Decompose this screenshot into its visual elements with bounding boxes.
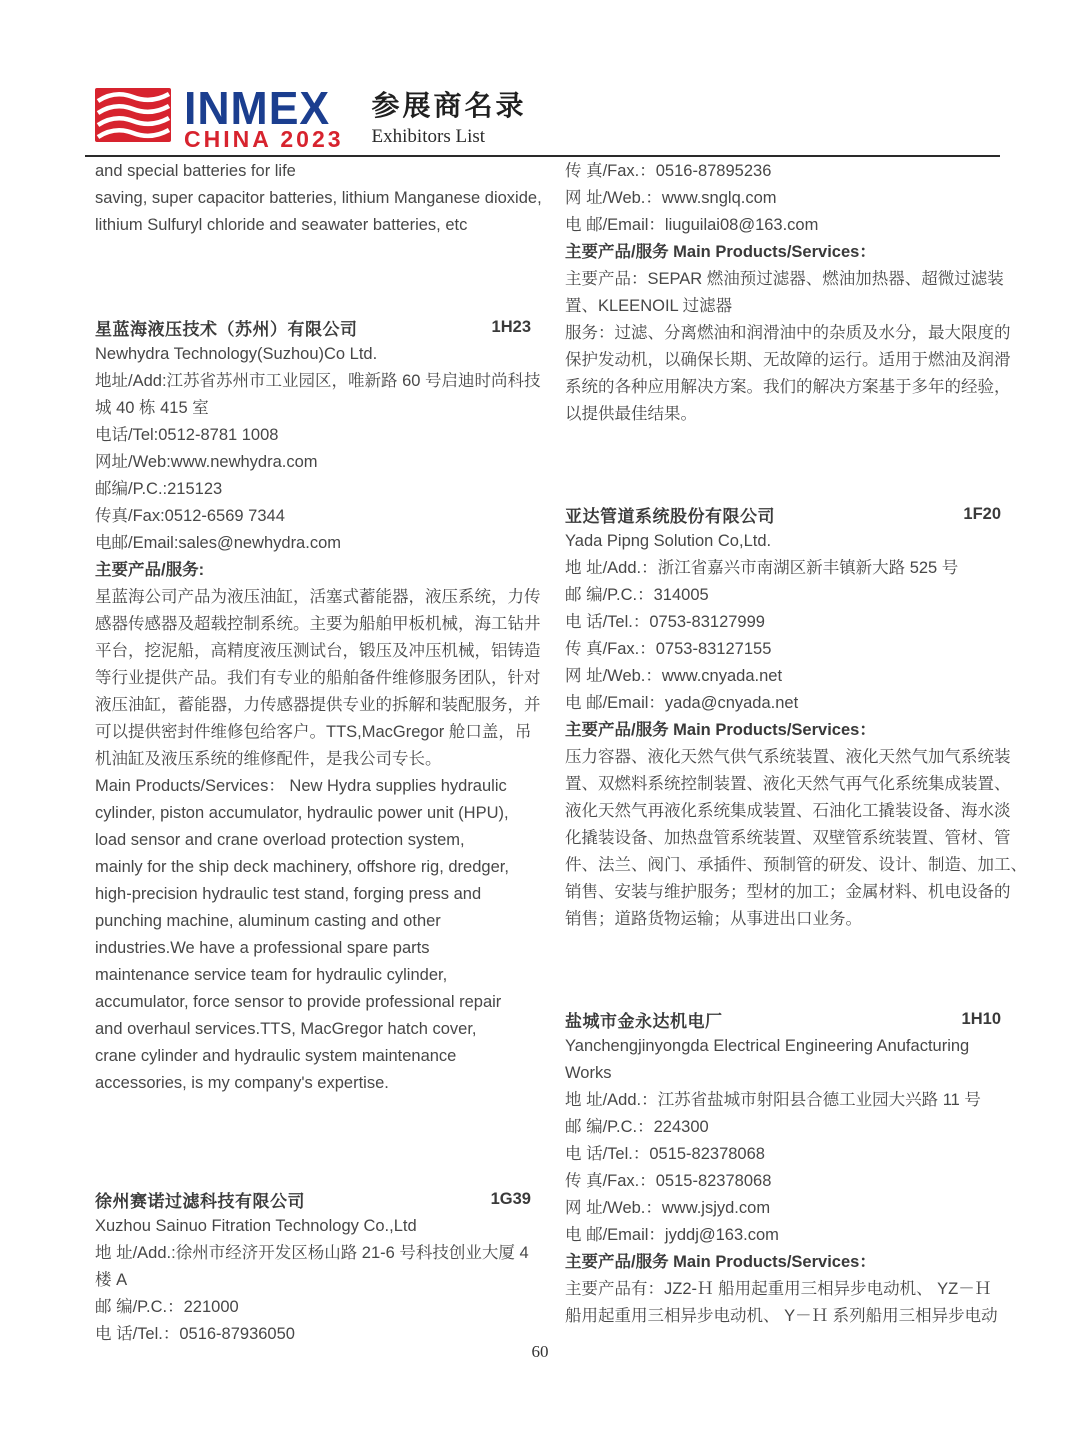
text-line: 机油缸及液压系统的维修配件，是我公司专长。 <box>95 750 442 768</box>
page-header <box>95 82 527 152</box>
text-line: 电 邮/Email：yada@cnyada.net <box>565 694 799 712</box>
text-line: 电 邮/Email：jyddj@163.com <box>565 1226 779 1244</box>
text-line: 楼 A <box>95 1271 128 1289</box>
text-line: 平台，挖泥船，高精度液压测试台，锻压及冲压机械，铝铸造 <box>95 642 541 660</box>
text-paragraph <box>565 158 1011 428</box>
text-line: 液化天然气再液化系统集成装置、石油化工撬装设备、海水淡 <box>565 802 1011 820</box>
text-line: 可以提供密封件维修包给客户。TTS,MacGregor 舱口盖，吊 <box>95 723 532 741</box>
text-line: 化撬装设备、加热盘管系统装置、双壁管系统装置、管材、管 <box>565 829 1011 847</box>
text-line: 件、法兰、阀门、承插件、预制管的研发、设计、制造、加工、 <box>565 856 1027 874</box>
text-line: 电邮/Email:sales@newhydra.com <box>95 534 341 552</box>
section-heading: 主要产品/服务 Main Products/Services： <box>565 1253 876 1271</box>
text-line: 置、KLEENOIL 过滤器 <box>565 297 733 315</box>
text-line: mainly for the ship deck machinery, offshore rig, dredger, <box>95 858 509 876</box>
exhibitor-entry <box>95 1186 531 1348</box>
exhibitor-name-en: Yada Pipng Solution Co,Ltd. <box>565 532 772 550</box>
text-line: 传 真/Fax.：0515-82378068 <box>565 1172 772 1190</box>
section-heading: 主要产品/服务: <box>95 561 205 579</box>
brand-name: INMEX <box>184 82 331 134</box>
exhibitor-entry <box>565 1006 1001 1330</box>
text-line: accumulator, force sensor to provide professional repair <box>95 993 502 1011</box>
exhibitor-name-cn: 星蓝海液压技术（苏州）有限公司 <box>95 320 358 339</box>
header-divider <box>85 155 1000 157</box>
booth-number: 1G39 <box>490 1190 531 1208</box>
text-line: 销售；道路货物运输；从事进出口业务。 <box>565 910 862 928</box>
text-line: 星蓝海公司产品为液压油缸，活塞式蓄能器，液压系统，力传 <box>95 588 541 606</box>
text-line: lithium Sulfuryl chloride and seawater batteries, etc <box>95 216 468 234</box>
inmex-waves-icon <box>95 88 171 142</box>
text-line: and special batteries for life <box>95 162 296 180</box>
text-line: 系统的各种应用解决方案。我们的解决方案基于多年的经验， <box>565 378 1011 396</box>
entry-title-row <box>565 1006 1001 1033</box>
text-line: 主要产品：SEPAR 燃油预过滤器、燃油加热器、超微过滤装 <box>565 270 1004 288</box>
text-line: 传 真/Fax.：0753-83127155 <box>565 640 772 658</box>
text-line: maintenance service team for hydraulic cylinder, <box>95 966 448 984</box>
booth-number: 1H23 <box>491 318 531 336</box>
text-line: 电 话/Tel.：0515-82378068 <box>565 1145 765 1163</box>
text-line: 保护发动机，以确保长期、无故障的运行。适用于燃油及润滑 <box>565 351 1011 369</box>
entry-title-row <box>95 314 531 341</box>
exhibitor-name-cn: 亚达管道系统股份有限公司 <box>565 507 775 526</box>
text-line: 电 邮/Email：liuguilai08@163.com <box>565 216 819 234</box>
text-line: 邮 编/P.C.：221000 <box>95 1298 239 1316</box>
text-line: load sensor and crane overload protection system, <box>95 831 465 849</box>
exhibitor-name-cn: 盐城市金永达机电厂 <box>565 1012 723 1031</box>
entry-title-row <box>95 1186 531 1213</box>
text-line: 网 址/Web.：www.cnyada.net <box>565 667 783 685</box>
text-line: 邮 编/P.C.：314005 <box>565 586 709 604</box>
text-line: 地 址/Add.:徐州市经济开发区杨山路 21-6 号科技创业大厦 4 <box>95 1244 529 1262</box>
exhibitor-name-en: Yanchengjinyongda Electrical Engineering Anufacturing <box>565 1037 970 1055</box>
exhibitor-name-en: Works <box>565 1064 612 1082</box>
text-line: 压力容器、液化天然气供气系统装置、液化天然气加气系统装 <box>565 748 1011 766</box>
text-line: 网址/Web:www.newhydra.com <box>95 453 318 471</box>
exhibitor-name-en: Newhydra Technology(Suzhou)Co Ltd. <box>95 345 378 363</box>
booth-number: 1H10 <box>961 1010 1001 1028</box>
text-line: 液压油缸，蓄能器，力传感器提供专业的拆解和装配服务，并 <box>95 696 541 714</box>
exhibitor-entry <box>95 314 541 1097</box>
section-heading: 主要产品/服务 Main Products/Services： <box>565 721 876 739</box>
page-title-en: Exhibitors List <box>371 126 486 147</box>
text-line: 销售、安装与维护服务；型材的加工；金属材料、机电设备的 <box>565 883 1011 901</box>
text-line: Main Products/Services： New Hydra supplies hydraulic <box>95 777 507 795</box>
text-line: 传真/Fax:0512-6569 7344 <box>95 507 285 525</box>
text-line: 感器传感器及超载控制系统。主要为船舶甲板机械，海工钻井 <box>95 615 541 633</box>
text-line: 网 址/Web.：www.snglq.com <box>565 189 777 207</box>
text-line: 服务：过滤、分离燃油和润滑油中的杂质及水分，最大限度的 <box>565 324 1011 342</box>
brand-subtitle: CHINA 2023 <box>184 126 344 152</box>
text-line: crane cylinder and hydraulic system maintenance <box>95 1047 457 1065</box>
page-title-cn: 参展商名录 <box>371 91 527 122</box>
text-line: high-precision hydraulic test stand, forging press and <box>95 885 482 903</box>
text-line: 网 址/Web.：www.jsjyd.com <box>565 1199 771 1217</box>
text-line: and overhaul services.TTS, MacGregor hatch cover, <box>95 1020 477 1038</box>
text-line: saving, super capacitor batteries, lithium Manganese dioxide, <box>95 189 542 207</box>
text-line: 地 址/Add.：江苏省盐城市射阳县合德工业园大兴路 11 号 <box>565 1091 981 1109</box>
text-line: 置、双燃料系统控制装置、液化天然气再气化系统集成装置、 <box>565 775 1011 793</box>
text-line: 船用起重用三相异步电动机、 Y－Ｈ 系列船用三相异步电动 <box>565 1307 998 1325</box>
text-line: punching machine, aluminum casting and other <box>95 912 441 930</box>
column-right <box>565 158 1027 1330</box>
text-line: cylinder, piston accumulator, hydraulic power unit (HPU), <box>95 804 509 822</box>
text-line: 以提供最佳结果。 <box>565 405 697 423</box>
page-title-block <box>372 88 527 148</box>
text-line: 城 40 栋 415 室 <box>95 399 209 417</box>
text-line: 传 真/Fax.：0516-87895236 <box>565 162 772 180</box>
column-left <box>95 158 542 1348</box>
text-line: 等行业提供产品。我们有专业的船舶备件维修服务团队，针对 <box>95 669 541 687</box>
text-line: 电 话/Tel.：0753-83127999 <box>565 613 765 631</box>
page-number: 60 <box>531 1342 549 1361</box>
text-line: accessories, is my company's expertise. <box>95 1074 389 1092</box>
text-line: 电 话/Tel.：0516-87936050 <box>95 1325 295 1343</box>
exhibitor-name-en: Xuzhou Sainuo Fitration Technology Co.,Ltd <box>95 1217 417 1235</box>
text-line: industries.We have a professional spare parts <box>95 939 430 957</box>
text-line: 地址/Add:江苏省苏州市工业园区，唯新路 60 号启迪时尚科技 <box>95 372 541 390</box>
text-line: 邮编/P.C.:215123 <box>95 480 223 498</box>
text-paragraph <box>95 158 542 239</box>
exhibitor-name-cn: 徐州赛诺过滤科技有限公司 <box>95 1192 305 1211</box>
text-line: 主要产品有：JZ2-Ｈ 船用起重用三相异步电动机、 YZ－Ｈ <box>565 1280 992 1298</box>
entry-title-row <box>565 501 1001 528</box>
section-heading: 主要产品/服务 Main Products/Services： <box>565 243 876 261</box>
brand-block <box>184 82 344 152</box>
exhibitor-entry <box>565 501 1027 933</box>
booth-number: 1F20 <box>963 505 1001 523</box>
text-line: 邮 编/P.C.：224300 <box>565 1118 709 1136</box>
text-line: 电话/Tel:0512-8781 1008 <box>95 426 279 444</box>
text-line: 地 址/Add.：浙江省嘉兴市南湖区新丰镇新大路 525 号 <box>565 559 959 577</box>
